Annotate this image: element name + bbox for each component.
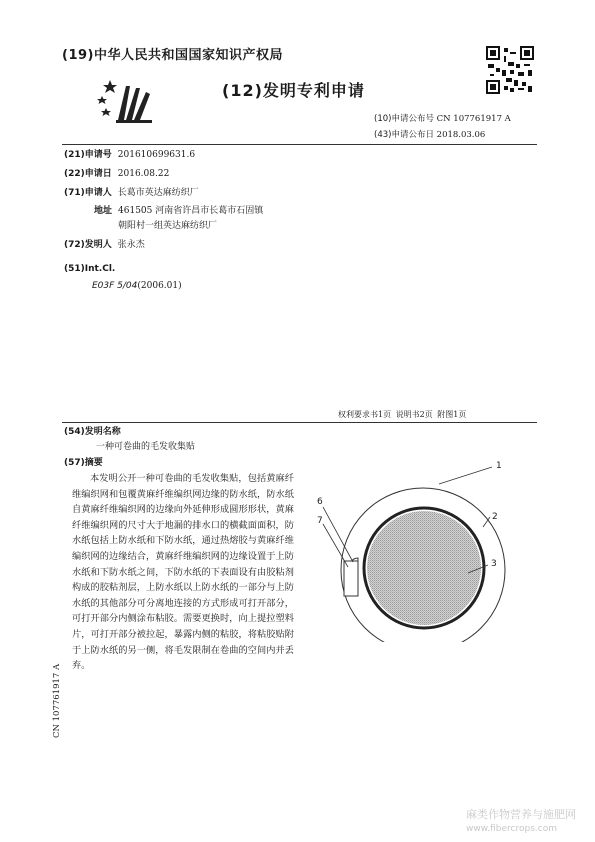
- int-cl-version: (2006.01): [137, 281, 182, 291]
- applicant-label: (71)申请人: [64, 188, 112, 198]
- cnipa-logo-icon: [96, 76, 158, 126]
- applicant-field: [64, 186, 199, 200]
- application-number-label: (21)申请号: [64, 150, 112, 160]
- abstract-label: (57)摘要: [64, 458, 103, 468]
- figure-label-7: 7: [317, 516, 323, 526]
- figure-label-6: 6: [317, 497, 323, 507]
- invention-title: 一种可卷曲的毛发收集贴: [96, 442, 196, 452]
- figure-label-2: 2: [492, 512, 498, 522]
- pub-date-row: [374, 128, 485, 140]
- int-cl-classification: [92, 281, 182, 291]
- pub-date: 2018.03.06: [436, 130, 486, 140]
- pub-number: CN 107761917 A: [436, 114, 511, 124]
- jute-mesh: [367, 511, 481, 625]
- address-line-2: 朝阳村一组英达麻纺织厂: [118, 221, 218, 231]
- address-line-1: 461505 河南省许昌市长葛市石固镇: [118, 206, 264, 216]
- filing-date-field: [64, 167, 169, 181]
- office-name: (19)中华人民共和国国家知识产权局: [62, 48, 283, 63]
- site-watermark: [466, 808, 576, 836]
- pub-number-row: [374, 112, 511, 124]
- application-number: 201610699631.6: [117, 150, 196, 160]
- pub-date-label: (43)申请公布日: [374, 130, 434, 140]
- header-divider: [62, 144, 537, 145]
- inventor-field: [64, 238, 145, 252]
- int-cl-label: (51)Int.Cl.: [64, 264, 116, 274]
- invention-title-label: (54)发明名称: [64, 427, 121, 437]
- int-cl-code: E03F 5/04: [92, 281, 138, 291]
- address-field: [94, 204, 263, 218]
- address-label: 地址: [94, 206, 113, 216]
- watermark-line-1: 麻类作物营养与施肥网: [466, 808, 576, 821]
- watermark-line-2: www.fibercrops.com: [466, 824, 557, 834]
- inventor: 张永杰: [117, 240, 145, 250]
- plastic-tab: [344, 561, 358, 596]
- figure-label-3: 3: [491, 559, 497, 569]
- filing-date: 2016.08.22: [117, 169, 170, 179]
- document-type: (12)发明专利申请: [222, 81, 365, 100]
- applicant: 长葛市英达麻纺织厂: [117, 188, 199, 198]
- patent-figure: [300, 452, 538, 642]
- pub-number-label: (10)申请公布号: [374, 114, 434, 124]
- filing-date-label: (22)申请日: [64, 169, 112, 179]
- inventor-label: (72)发明人: [64, 240, 112, 250]
- qr-code-icon: [486, 46, 534, 94]
- figure-label-1: 1: [496, 461, 502, 471]
- application-number-field: [64, 148, 195, 162]
- abstract-text: [72, 471, 294, 674]
- section-divider: [62, 422, 537, 423]
- side-publication-number: CN 107761917 A: [52, 663, 62, 738]
- int-cl-field: [64, 262, 115, 276]
- page-counts: 权利要求书1页 说明书2页 附图1页: [338, 410, 467, 419]
- abstract-paragraph: 本发明公开一种可卷曲的毛发收集贴，包括黄麻纤维编织网和包覆黄麻纤维编织网边缘的防水纸，防水纸自黄麻纤维编织网的边缘向外延伸形成圆形形状，黄麻纤维编织网的尺寸大于地漏的排水口的横截面面积，防水纸包括上防水纸和下防水纸，通过热熔胶与黄麻纤维编织网的边缘结合，黄麻纤维编织网的边缘设置于上防水纸和下防水纸之间，下防水纸的下表面设有由胶粘剂构成的胶粘剂层，上防水纸以上防水纸的一部分与上防水纸的其他部分可分离地连接的方式形成可打开部分，可打开部分内侧涂布粘胶。需要更换时，向上提拉塑料片，可打开部分被拉起，暴露内侧的粘胶，将粘胶贴附于上防水纸的另一侧，将毛发限制在卷曲的空间内并丢弃。: [72, 473, 294, 672]
